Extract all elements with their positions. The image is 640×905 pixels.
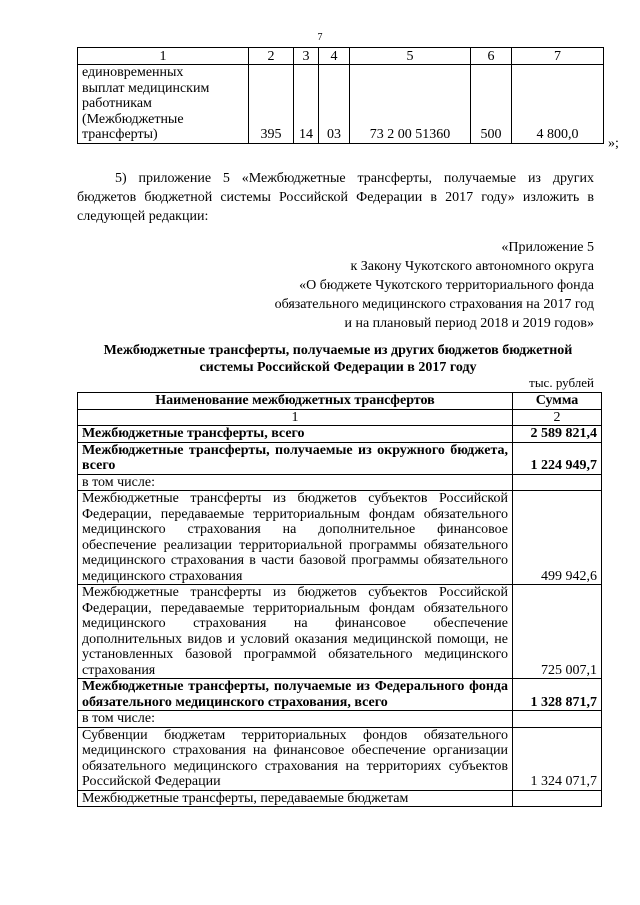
row-name-line: трансферты): [82, 127, 158, 142]
col-header-4: 4: [319, 48, 350, 65]
row-name: в том числе:: [78, 474, 513, 491]
title-line: системы Российской Федерации в 2017 году: [199, 360, 477, 375]
paragraph-text: 5) приложение 5 «Межбюджетные трансферты, получаемые из других бюджетов бюджетной системы Российской Федерации в 2017 году» изложить в следующей редакции:: [77, 171, 594, 224]
row-amount: 2 589 821,4: [513, 426, 602, 443]
cell-col4: 03: [319, 65, 350, 144]
row-amount: [513, 474, 602, 491]
row-amount: 725 007,1: [513, 585, 602, 679]
row-name: Субвенции бюджетам территориальных фондов обязательного медицинского страхования на финансовое обеспечение организации обязательного медицинского страхования на территориях субъектов Российской Федерации: [78, 727, 513, 790]
col-header-1: 1: [78, 48, 249, 65]
appendix-line: и на плановый период 2018 и 2019 годов»: [344, 316, 594, 331]
column-number: 1: [78, 409, 513, 426]
header-name: Наименование межбюджетных трансфертов: [78, 393, 513, 410]
table-row: [78, 679, 602, 711]
table-row: [78, 711, 602, 728]
cell-col5: 73 2 00 51360: [350, 65, 471, 144]
row-amount: 1 224 949,7: [513, 442, 602, 474]
row-name-line: выплат медицинским: [82, 80, 210, 96]
row-name: Межбюджетные трансферты из бюджетов субъектов Российской Федерации, передаваемые территориальным фондам обязательного медицинского страхования на финансовое обеспечение дополнительных видов и условий оказания медицинской помощи, не установленных базовой программой обязательного медицинского страхования: [78, 585, 513, 679]
table-title: [77, 342, 599, 376]
row-name: Межбюджетные трансферты, получаемые из окружного бюджета, всего: [78, 442, 513, 474]
table-row: [78, 426, 602, 443]
header-amount: Сумма: [513, 393, 602, 410]
row-name: Межбюджетные трансферты, получаемые из Федерального фонда обязательного медицинского страхования, всего: [78, 679, 513, 711]
table-row: [78, 474, 602, 491]
column-number-row: [78, 409, 602, 426]
header-row: [78, 393, 602, 410]
row-name-line: работникам: [82, 96, 152, 111]
row-name: в том числе:: [78, 711, 513, 728]
row-amount: [513, 711, 602, 728]
table-row: [78, 727, 602, 790]
col-header-6: 6: [471, 48, 512, 65]
row-amount: [513, 790, 602, 807]
row-name: Межбюджетные трансферты, передаваемые бюджетам: [78, 790, 513, 807]
appendix-line: «О бюджете Чукотского территориального фонда: [299, 278, 594, 293]
cell-col7: 4 800,0: [512, 65, 604, 144]
col-header-5: 5: [350, 48, 471, 65]
cell-col3: 14: [294, 65, 319, 144]
column-number: 2: [513, 409, 602, 426]
cell-col6: 500: [471, 65, 512, 144]
appendix-line: «Приложение 5: [501, 240, 594, 255]
col-header-3: 3: [294, 48, 319, 65]
row-amount: 1 324 071,7: [513, 727, 602, 790]
table-row: [78, 442, 602, 474]
title-line: Межбюджетные трансферты, получаемые из других бюджетов бюджетной: [103, 343, 573, 358]
appendix-line: обязательного медицинского страхования на 2017 год: [274, 297, 594, 312]
table-row: [78, 790, 602, 807]
row-amount: 1 328 871,7: [513, 679, 602, 711]
continued-budget-table: [77, 47, 604, 144]
row-name-cell: [78, 65, 249, 144]
cell-col2: 395: [249, 65, 294, 144]
closing-quote: »;: [608, 136, 619, 151]
row-name-line: единовременных: [82, 65, 184, 80]
amendment-paragraph: [77, 169, 594, 226]
unit-label: тыс. рублей: [529, 375, 594, 390]
table-row: [78, 65, 604, 144]
column-number-row: [78, 48, 604, 65]
row-name: Межбюджетные трансферты из бюджетов субъектов Российской Федерации, передаваемые территориальным фондам обязательного медицинского страхования на дополнительное финансовое обеспечение реализации территориальной программы обязательного медицинского страхования в части базовой программы обязательного медицинского страхования: [78, 491, 513, 585]
col-header-2: 2: [249, 48, 294, 65]
row-amount: 499 942,6: [513, 491, 602, 585]
table-row: [78, 491, 602, 585]
appendix-header: [275, 238, 594, 333]
transfers-table: [77, 392, 602, 807]
appendix-line: к Закону Чукотского автономного округа: [350, 259, 594, 274]
table-row: [78, 585, 602, 679]
row-name: Межбюджетные трансферты, всего: [78, 426, 513, 443]
col-header-7: 7: [512, 48, 604, 65]
row-name-line: (Межбюджетные: [82, 111, 184, 127]
page-number: 7: [317, 32, 323, 43]
